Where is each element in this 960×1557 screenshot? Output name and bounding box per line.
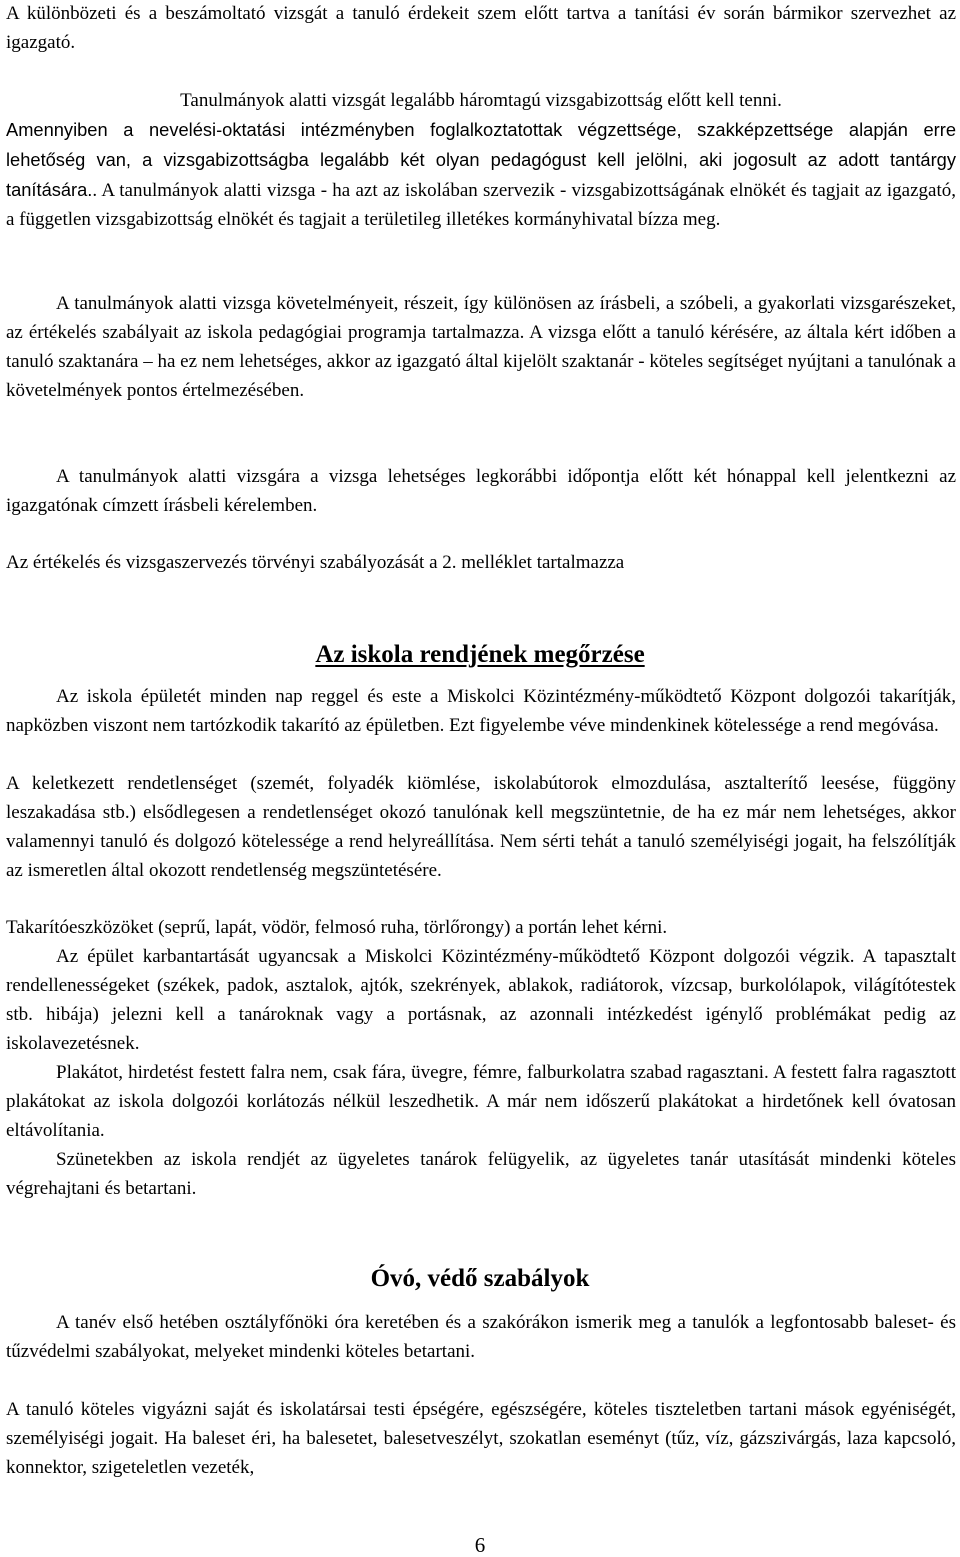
paragraph-vizsgabizottsag: [6, 87, 956, 235]
paragraph-rendetlenseg: A keletkezett rendetlenséget (szemét, folyadék kiömlése, iskolabútorok elmozdulása, asztalterítő leesése, függöny leszakadása stb.) elsődlegesen a rendetlenséget okozó tanulónak kell megszüntetnie, de ha ez már nem lehetséges, akkor valamennyi tanuló és dolgozó kötelessége a rend helyreállítása. Nem sérti tehát a tanuló személyiségi jogait, ha felszólítják az ismeretlen által okozott rendetlenség megszüntetésére.: [6, 773, 956, 881]
heading-iskola-rendje: [0, 640, 960, 670]
vizsgabizottsag-intro-text: Tanulmányok alatti vizsgát legalább háromtagú vizsgabizottság előtt kell tenni.: [180, 90, 782, 111]
paragraph-takaritoeszkozok: Takarítóeszközöket (seprű, lapát, vödör, felmosó ruha, törlőrongy) a portán lehet kérni.: [6, 917, 668, 938]
heading-iskola-rendje-text: Az iskola rendjének megőrzése: [315, 641, 645, 668]
paragraph-melleklet: Az értékelés és vizsgaszervezés törvényi szabályozását a 2. melléklet tartalmazza: [6, 552, 625, 573]
paragraph-balesetvedelem: A tanév első hetében osztályfőnöki óra keretében és a szakórákon ismerik meg a tanulók a legfontosabb baleset- és tűzvédelmi szabályokat, melyeket mindenki köteles betartani.: [6, 1312, 956, 1362]
paragraph-vizsga-szervezes: A különbözeti és a beszámoltató vizsgát a tanuló érdekeit szem előtt tartva a tanítási év során bármikor szervezhet az igazgató.: [6, 3, 956, 53]
page-number: 6: [474, 1533, 486, 1557]
paragraph-vizsga-kovetelmenyek: A tanulmányok alatti vizsga követelményeit, részeit, így különösen az írásbeli, a szóbeli, a gyakorlati vizsgarészeket, az értékelés szabályait az iskola pedagógiai programja tartalmazza. A vizsga előtt a tanuló kérésére, az általa kért időben a tanuló szaktanára – ha ez nem lehetséges, akkor az igazgató által kijelölt szaktanár - köteles segítséget nyújtani a tanulónak a követelmények pontos értelmezésében.: [6, 293, 956, 401]
heading-ovo-vedo-text: Óvó, védő szabályok: [370, 1265, 590, 1292]
paragraph-jelentkezes: A tanulmányok alatti vizsgára a vizsga lehetséges legkorábbi időpontja előtt két hónappal kell jelentkezni az igazgatónak címzett írásbeli kérelemben.: [6, 466, 956, 516]
vizsgabizottsag-rest-text: . A tanulmányok alatti vizsga - ha azt az iskolában szervezik - vizsgabizottságának elnökét és tagjait az igazgató, a független vizsgabizottság elnökét és tagjait a területileg illetékes kormányhivatal bízza meg.: [6, 179, 956, 230]
heading-ovo-vedo-szabalyok: [0, 1264, 960, 1294]
paragraph-takaritas: Az iskola épületét minden nap reggel és este a Miskolci Közintézmény-működtető Központ dolgozói takarítják, napközben viszont nem tartózkodik takarító az épületben. Ezt figyelembe véve mindenkinek kötelessége a rend megóvása.: [6, 686, 956, 736]
paragraph-plakatok: Plakátot, hirdetést festett falra nem, csak fára, üvegre, fémre, falburkolatra szabad ragasztani. A festett falra ragasztott plakátokat az iskola dolgozói korlátozás nélkül leszedhetik. A már nem időszerű plakátokat a hirdetőnek kell óvatosan eltávolítania.: [6, 1062, 956, 1141]
paragraph-tanulo-kotelessegei: A tanuló köteles vigyázni saját és iskolatársai testi épségére, egészségére, köteles tiszteletben tartani mások egyéniségét, személyiségi jogait. Ha baleset éri, ha balesetet, balesetveszélyt, szokatlan eseményt (tűz, víz, gázszivárgás, laza kapcsoló, konnektor, szigeteletlen vezeték,: [6, 1399, 956, 1478]
vizsgabizottsag-sans-text: Amennyiben a nevelési-oktatási intézményben foglalkoztatottak végzettsége, szakképzettsége alapján erre lehetőség van, a vizsgabizottságba legalább két olyan pedagógust kell jelölni, aki jogosult az adott tantárgy tanítására.: [6, 118, 956, 200]
paragraph-karbantartas: Az épület karbantartását ugyancsak a Miskolci Közintézmény-működtető Központ dolgozói végzik. A tapasztalt rendellenességeket (székek, padok, asztalok, ajtók, szekrények, ablakok, radiátorok, vízcsap, burkolólapok, világítótestek stb. hibája) jelezni kell a tanároknak vagy a portásnak, az azonnali intézkedést igénylő problémákat pedig az iskolavezetésnek.: [6, 946, 956, 1054]
paragraph-ugyelet: Szünetekben az iskola rendjét az ügyeletes tanárok felügyelik, az ügyeletes tanár utasítását mindenki köteles végrehajtani és betartani.: [6, 1149, 956, 1199]
